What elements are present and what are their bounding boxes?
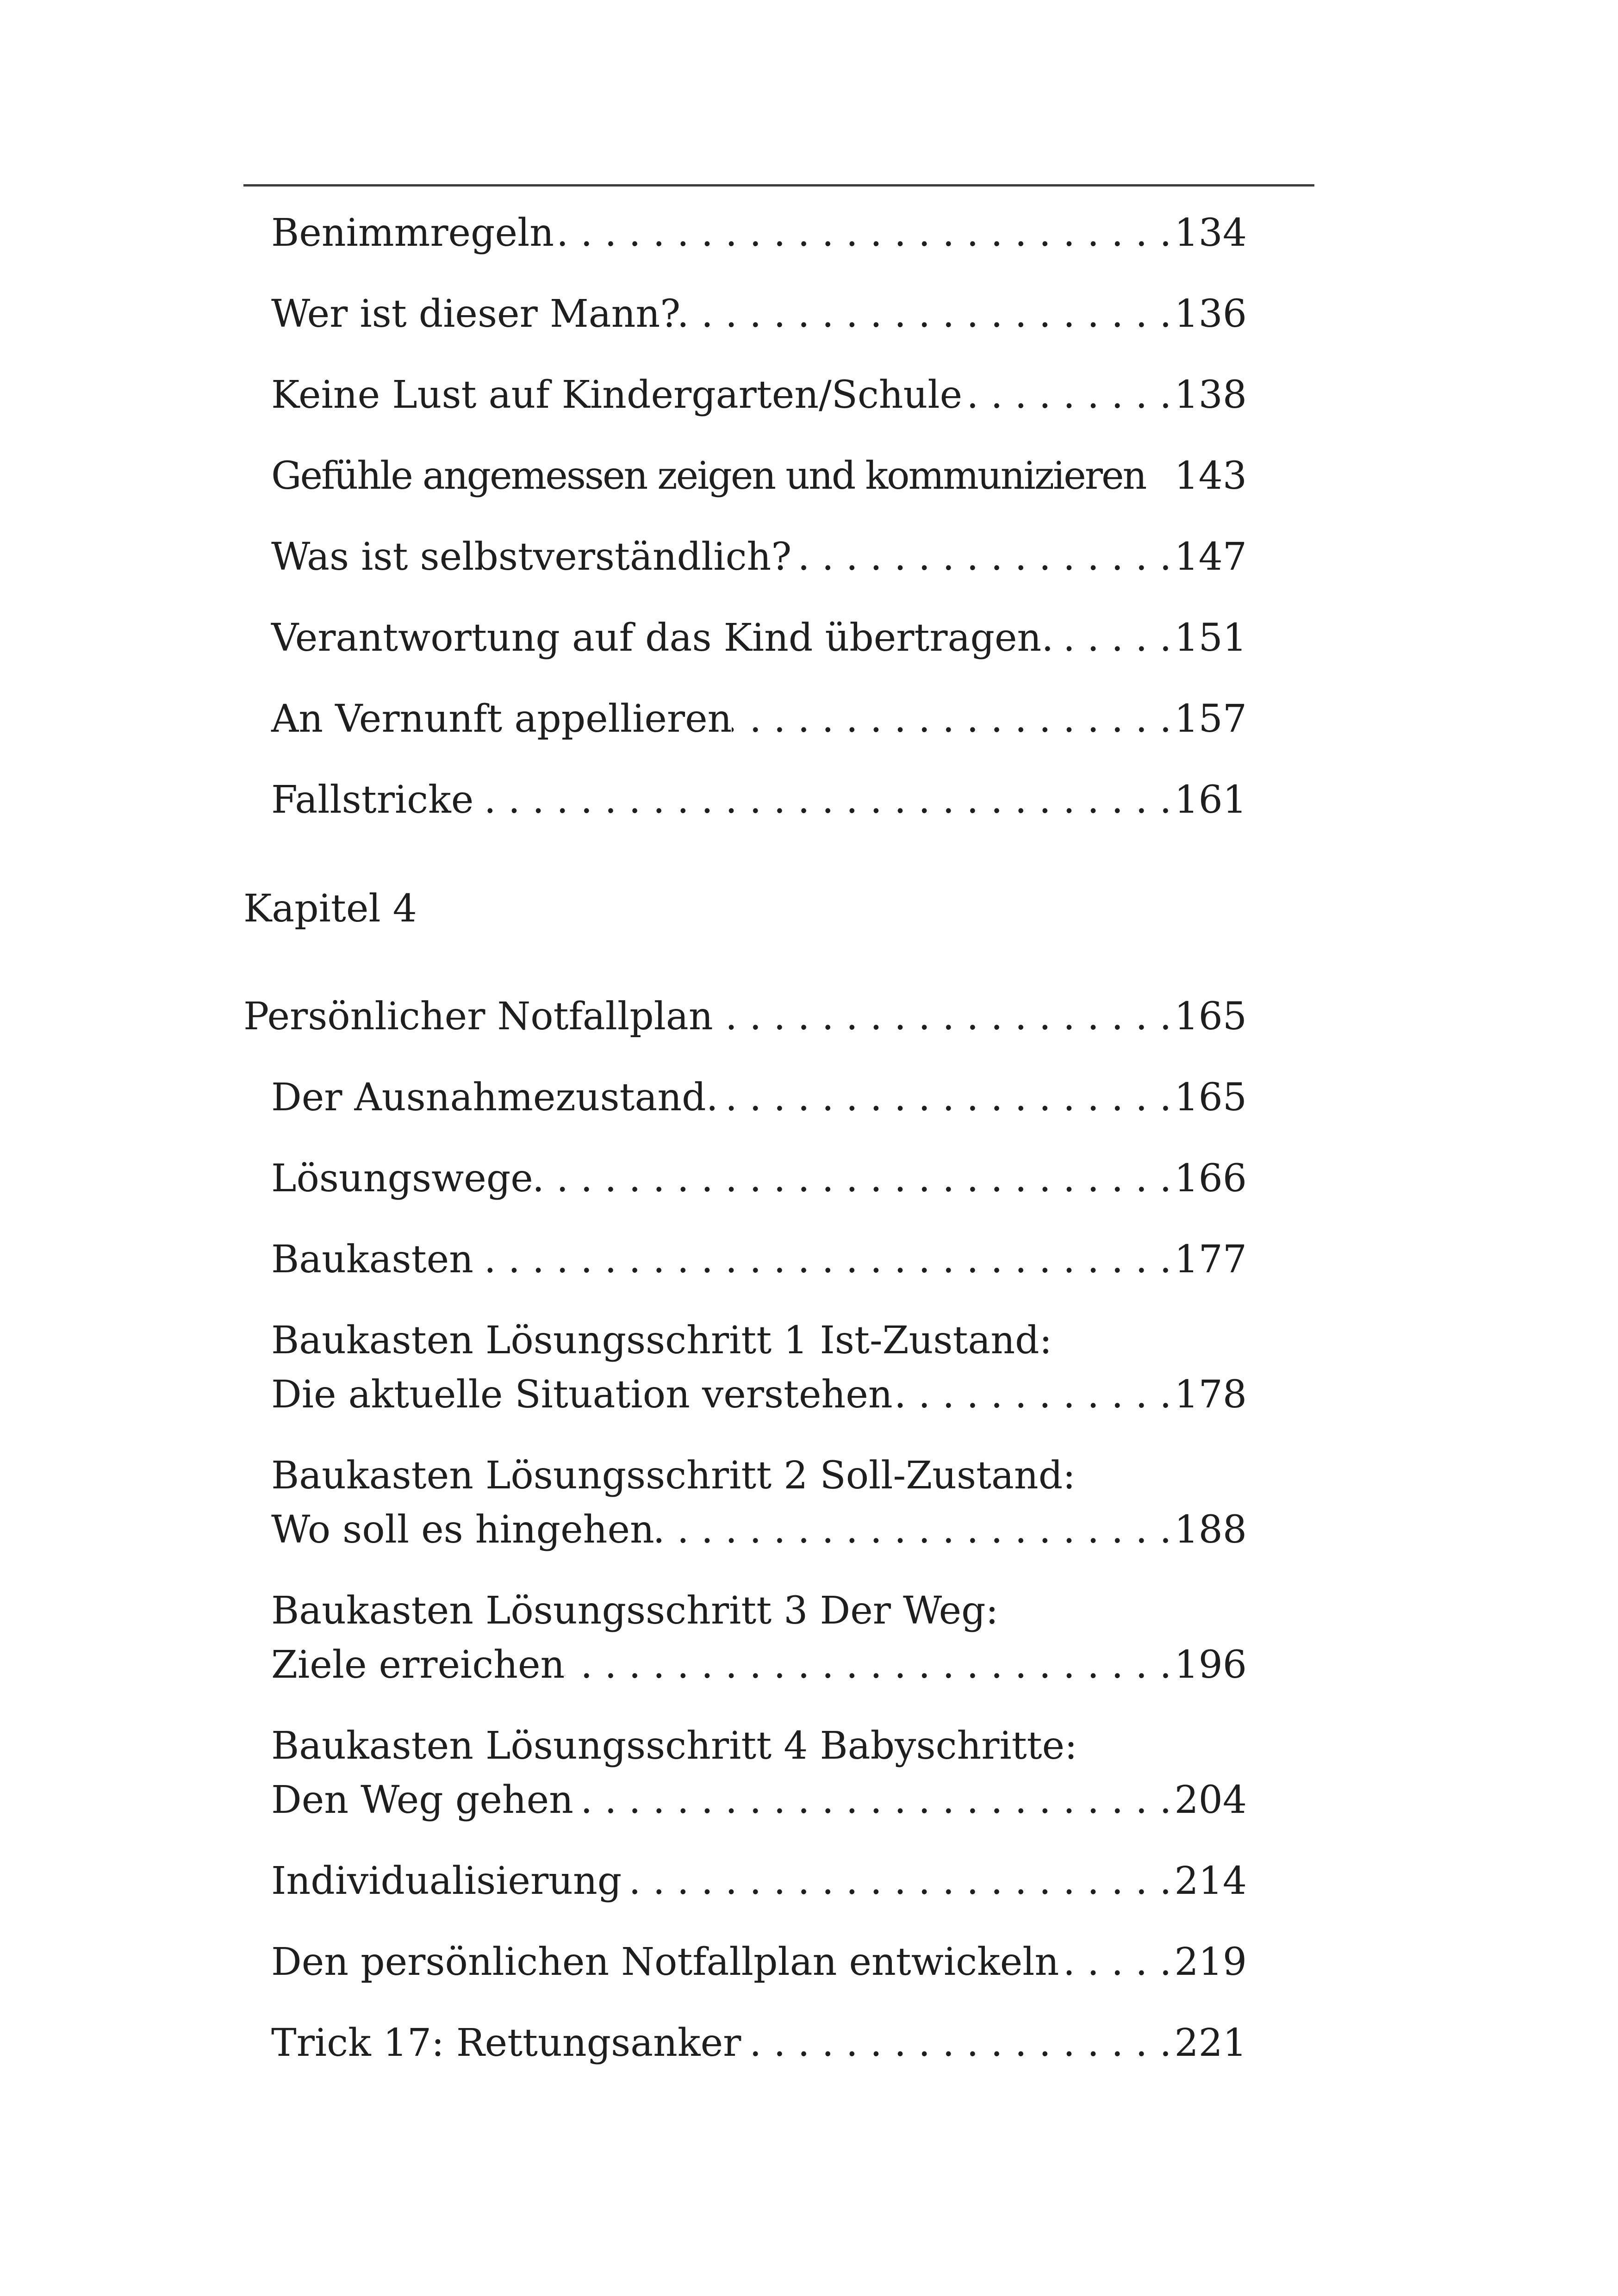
- dot-leader: [1059, 1935, 1171, 1989]
- toc-entry: [271, 773, 1247, 827]
- dot-leader: [732, 692, 1171, 746]
- toc-entry-page: 138: [1174, 373, 1247, 417]
- toc-entry-title-line1: Baukasten Lösungsschritt 4 Babyschritte:: [271, 1724, 1077, 1768]
- toc-entry: [271, 368, 1247, 422]
- dot-leader: [565, 1638, 1171, 1692]
- toc-entry-page: 134: [1174, 211, 1247, 255]
- toc-entry-page: 166: [1174, 1157, 1247, 1201]
- toc-entry-page: 157: [1174, 697, 1247, 741]
- toc-entry: [271, 1935, 1247, 1989]
- toc-entry-title-line1: Baukasten Lösungsschritt 1 Ist-Zustand:: [271, 1319, 1052, 1363]
- toc-entry-page: 214: [1174, 1859, 1247, 1903]
- toc-entry-title: Individualisierung: [271, 1859, 622, 1903]
- toc-entry: [271, 1854, 1247, 1908]
- header-rule: [243, 184, 1314, 187]
- toc-entry-page: 165: [1174, 1076, 1247, 1120]
- toc-entry-page: 165: [1174, 995, 1247, 1039]
- dot-leader: [680, 287, 1171, 341]
- toc-entry-page: 136: [1174, 292, 1247, 336]
- toc-entry-title: Lösungswege: [271, 1157, 533, 1201]
- dot-leader: [713, 989, 1172, 1044]
- toc-entry: [271, 449, 1247, 503]
- toc-entry-title-line1: Baukasten Lösungsschritt 3 Der Weg:: [271, 1589, 999, 1633]
- toc-entry-page: 143: [1174, 454, 1247, 498]
- dot-leader: [718, 1070, 1172, 1125]
- toc-entry: [271, 530, 1247, 584]
- toc-entry-page: 196: [1174, 1643, 1247, 1687]
- toc-entry: [271, 1151, 1247, 1206]
- toc-entry-page: 178: [1174, 1373, 1247, 1417]
- toc-entry-page: 204: [1174, 1778, 1247, 1822]
- dot-leader: [791, 530, 1171, 584]
- toc-entry-page: 221: [1174, 2021, 1247, 2065]
- toc-entry: [271, 1584, 1247, 1692]
- toc-entry-title: Wer ist dieser Mann?: [271, 292, 681, 336]
- toc-entry-title: Den persönlichen Notfallplan entwickeln: [271, 1940, 1059, 1984]
- toc-entry-page: 177: [1174, 1238, 1247, 1282]
- dot-leader: [622, 1854, 1171, 1908]
- toc-entry: [271, 1070, 1247, 1125]
- toc-entry: [271, 1719, 1247, 1827]
- toc-entry-page: 219: [1174, 1940, 1247, 1984]
- dot-leader: [473, 773, 1171, 827]
- dot-leader: [533, 1151, 1172, 1206]
- toc-entry-page: 188: [1174, 1508, 1247, 1552]
- dot-leader: [554, 206, 1171, 260]
- toc-entry: [271, 206, 1247, 260]
- toc-entry-page: 151: [1174, 616, 1247, 660]
- dot-leader: [573, 1773, 1171, 1827]
- dot-leader: [893, 1368, 1172, 1422]
- toc-entry-title: Ziele erreichen: [271, 1643, 565, 1687]
- toc-entry: [271, 2016, 1247, 2070]
- dot-leader: [1053, 611, 1171, 665]
- dot-leader: [473, 1232, 1172, 1287]
- toc-entry-title: An Vernunft appellieren: [271, 697, 732, 741]
- toc-entry: [271, 1449, 1247, 1557]
- toc-entry: [271, 1232, 1247, 1287]
- dot-leader: [741, 2016, 1171, 2070]
- toc-entry: [271, 611, 1247, 665]
- toc-entry-title: Keine Lust auf Kindergarten/Schule: [271, 373, 963, 417]
- toc-chapter-entry: [243, 989, 1247, 1044]
- toc-entry-title: Die aktuelle Situation verstehen: [271, 1373, 893, 1417]
- toc-entry: [271, 1313, 1247, 1422]
- dot-leader: [962, 368, 1171, 422]
- toc-entry-title-line1: Baukasten Lösungsschritt 2 Soll-Zustand:: [271, 1454, 1076, 1498]
- chapter-label: Kapitel 4: [243, 887, 417, 931]
- toc-entry-page: 161: [1174, 778, 1247, 822]
- toc-entry-title: Trick 17: Rettungsanker: [271, 2021, 741, 2065]
- toc-entry-title: Wo soll es hingehen: [271, 1508, 654, 1552]
- toc-entry-page: 147: [1174, 535, 1247, 579]
- toc-entry: [271, 287, 1247, 341]
- dot-leader: [654, 1503, 1172, 1557]
- toc-entry-title: Verantwortung auf das Kind übertragen.: [271, 616, 1054, 660]
- toc-entry-title: Den Weg gehen: [271, 1778, 573, 1822]
- toc-entry-title: Gefühle angemessen zeigen und kommunizieren: [271, 454, 1146, 498]
- toc-entry-title: Der Ausnahmezustand.: [271, 1076, 718, 1120]
- toc-entry-title: Persönlicher Notfallplan: [243, 995, 713, 1039]
- toc-entry: [271, 692, 1247, 746]
- toc-entry-title: Baukasten: [271, 1238, 473, 1282]
- toc-entry-title: Was ist selbstverständlich?: [271, 535, 792, 579]
- toc-entry-title: Fallstricke: [271, 778, 474, 822]
- toc-entry-title: Benimmregeln: [271, 211, 554, 255]
